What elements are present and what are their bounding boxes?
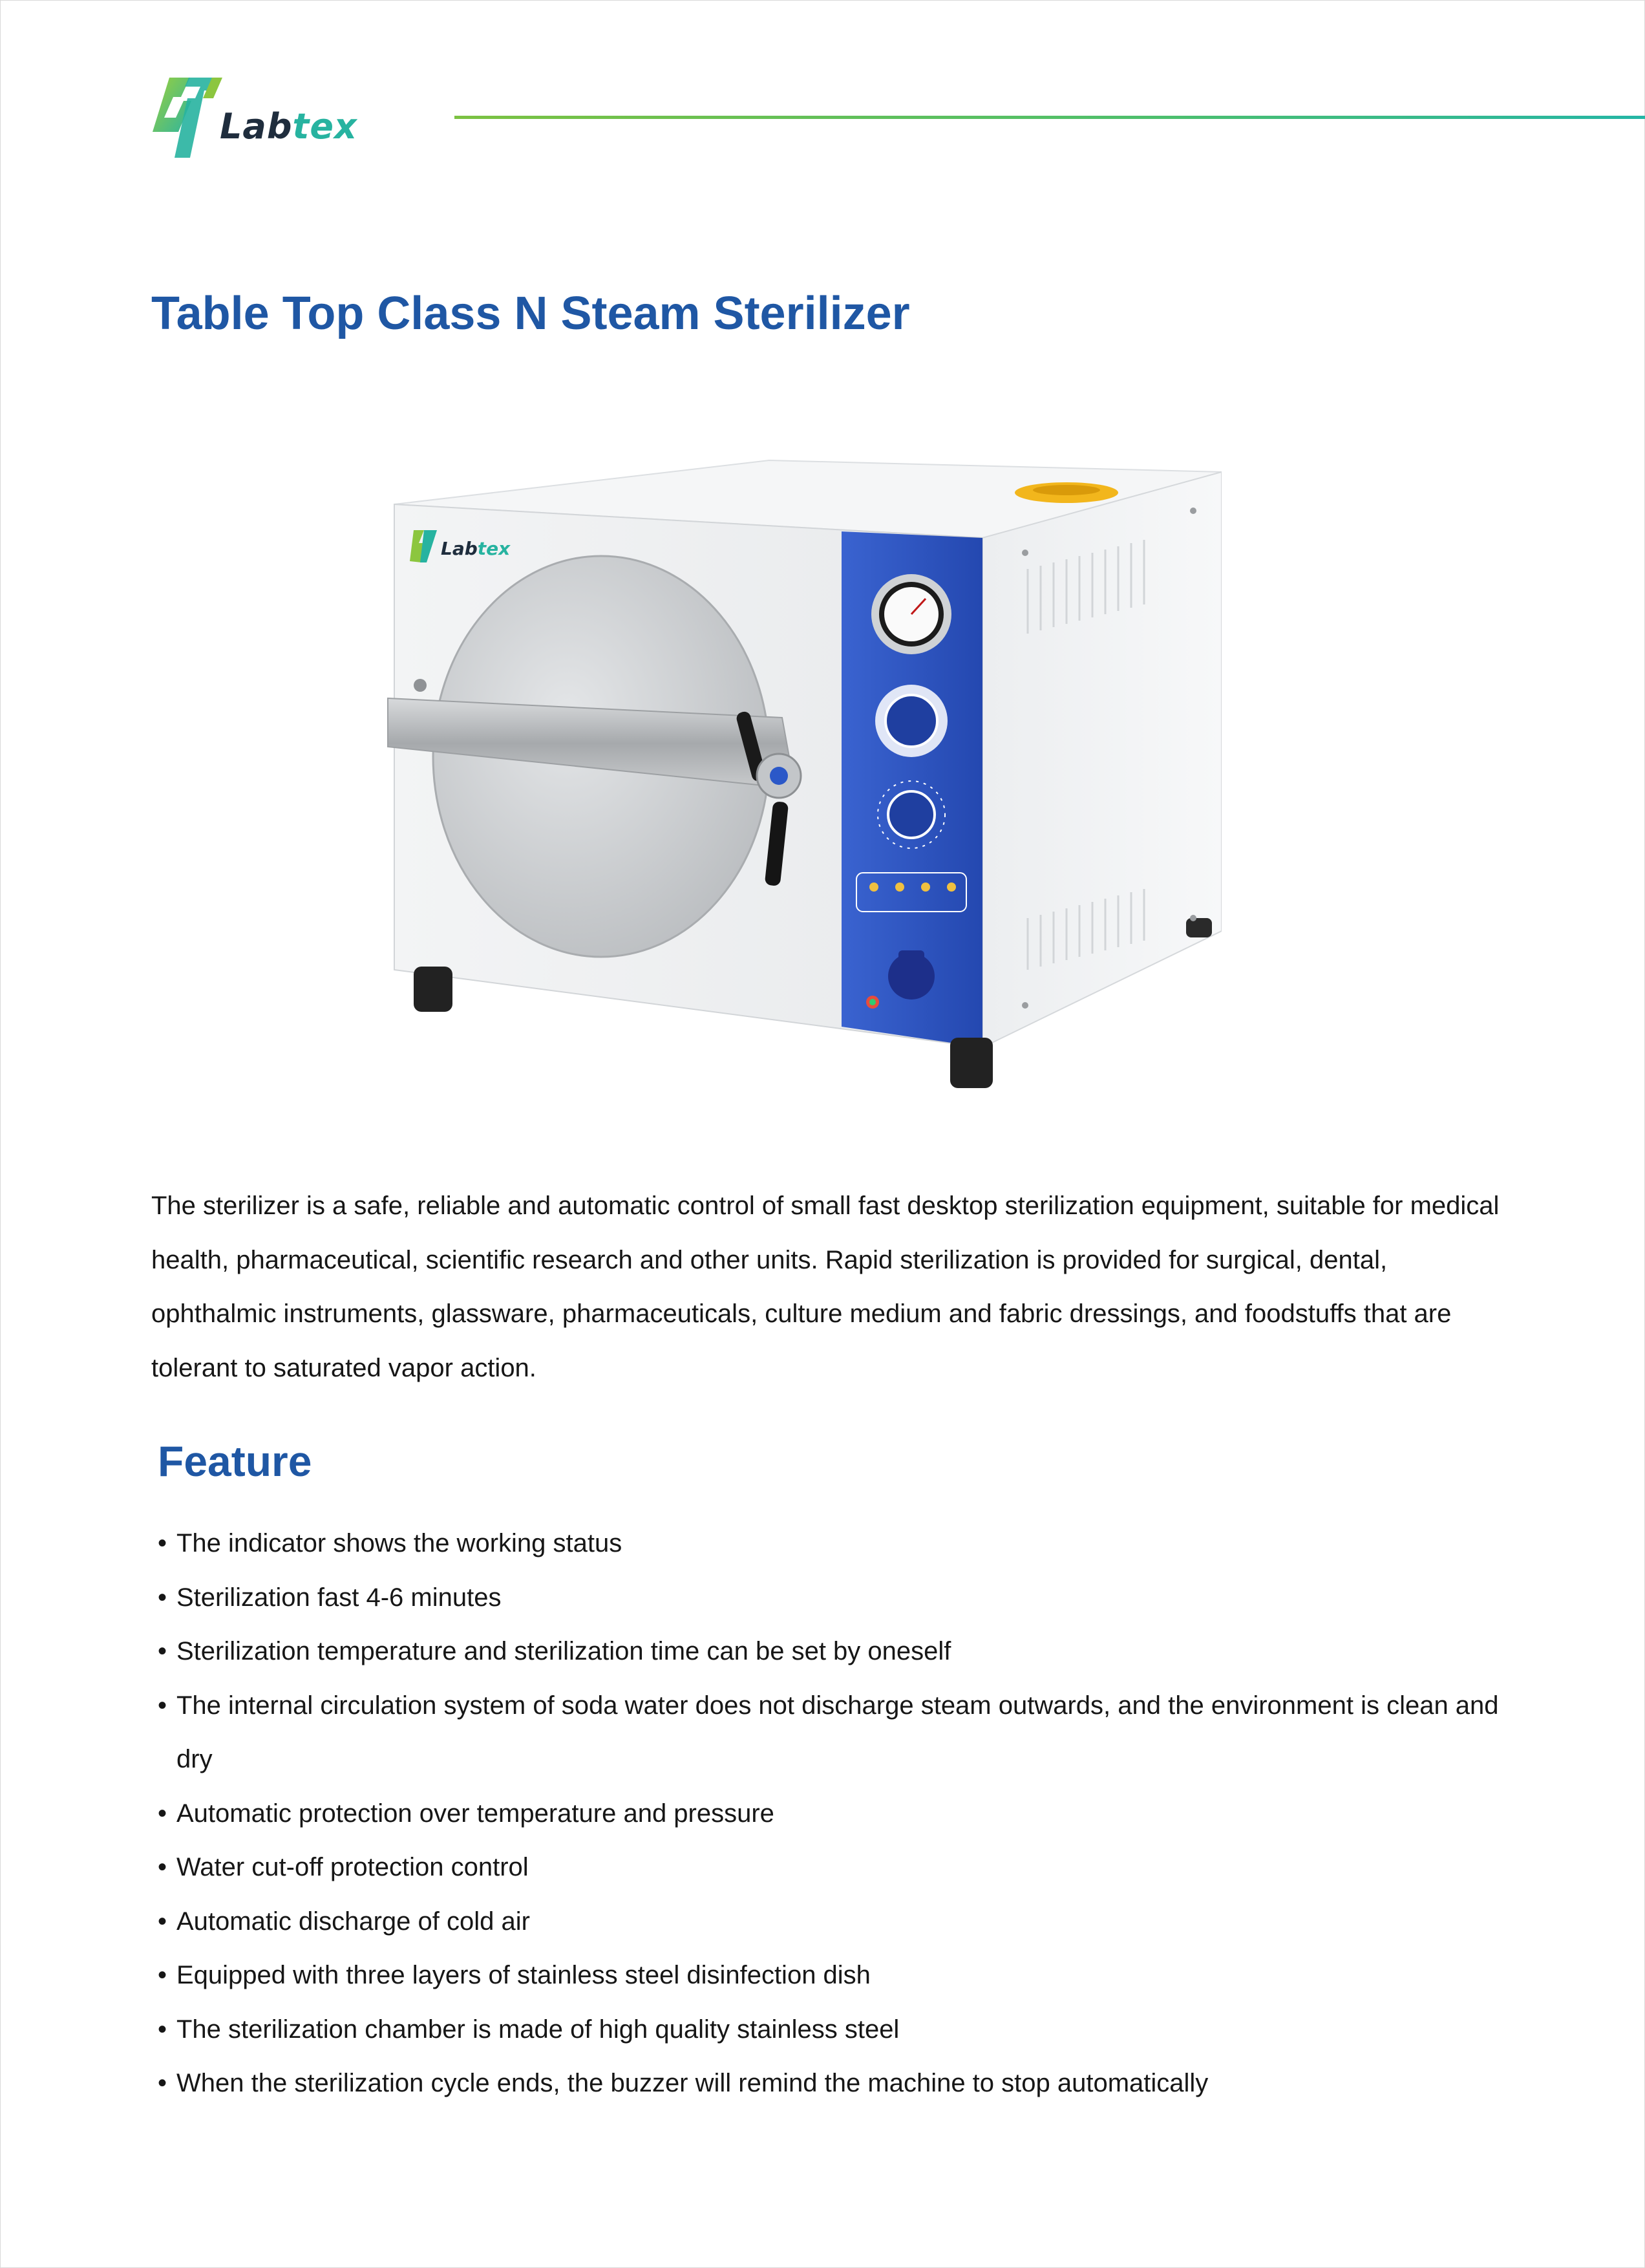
logo-wordmark: Labtex [220, 106, 357, 147]
list-item [158, 1679, 1522, 1787]
product-description: The sterilizer is a safe, reliable and automatic control of small fast desktop sterilization equipment, suitable for medical health, pharmaceutical, scientific research and other units. Rapid sterilization is provided for surgical, dental, ophthalmic instruments, glassware, pharmaceuticals, culture medium and fabric dressings, and foodstuffs that are tolerant to saturated vapor action. [151, 1192, 1500, 1382]
list-item [158, 1787, 1522, 1841]
list-item [158, 2003, 1522, 2057]
feature-text: The sterilization chamber is made of high quality stainless steel [176, 2015, 900, 2044]
feature-heading: Feature [158, 1437, 312, 1485]
header-rule [454, 116, 1645, 119]
feature-text: Automatic discharge of cold air [176, 1907, 530, 1936]
bullet-icon: • [158, 1907, 167, 1936]
feature-list [158, 1517, 1522, 2111]
product-image [381, 453, 1222, 1099]
list-item [158, 1625, 1522, 1679]
list-item [158, 2057, 1522, 2111]
feature-text: Sterilization temperature and sterilization time can be set by oneself [176, 1637, 951, 1665]
feature-text: The internal circulation system of soda water does not discharge steam outwards, and the environment is clean and dry [176, 1691, 1499, 1773]
feature-text: Water cut-off protection control [176, 1853, 529, 1881]
bullet-icon: • [158, 1583, 167, 1612]
feature-text: Equipped with three layers of stainless steel disinfection dish [176, 1961, 871, 1989]
list-item [158, 1949, 1522, 2003]
bullet-icon: • [158, 1529, 167, 1557]
feature-text: Automatic protection over temperature and pressure [176, 1799, 774, 1828]
feature-text: The indicator shows the working status [176, 1529, 622, 1557]
bullet-icon: • [158, 1961, 167, 1989]
bullet-icon: • [158, 1853, 167, 1881]
bullet-icon: • [158, 2069, 167, 2097]
list-item [158, 1841, 1522, 1895]
list-item [158, 1895, 1522, 1949]
bullet-icon: • [158, 1691, 167, 1720]
page-title: Table Top Class N Steam Sterilizer [151, 288, 910, 340]
bullet-icon: • [158, 2015, 167, 2044]
list-item [158, 1571, 1522, 1625]
feature-text: Sterilization fast 4-6 minutes [176, 1583, 502, 1612]
bullet-icon: • [158, 1637, 167, 1665]
steam-sterilizer-illustration [381, 453, 1222, 1099]
feature-text: When the sterilization cycle ends, the buzzer will remind the machine to stop automatically [176, 2069, 1209, 2097]
list-item [158, 1517, 1522, 1571]
brand-logo [150, 72, 383, 163]
svg-text:Labtex: Labtex [441, 538, 511, 559]
bullet-icon: • [158, 1799, 167, 1828]
